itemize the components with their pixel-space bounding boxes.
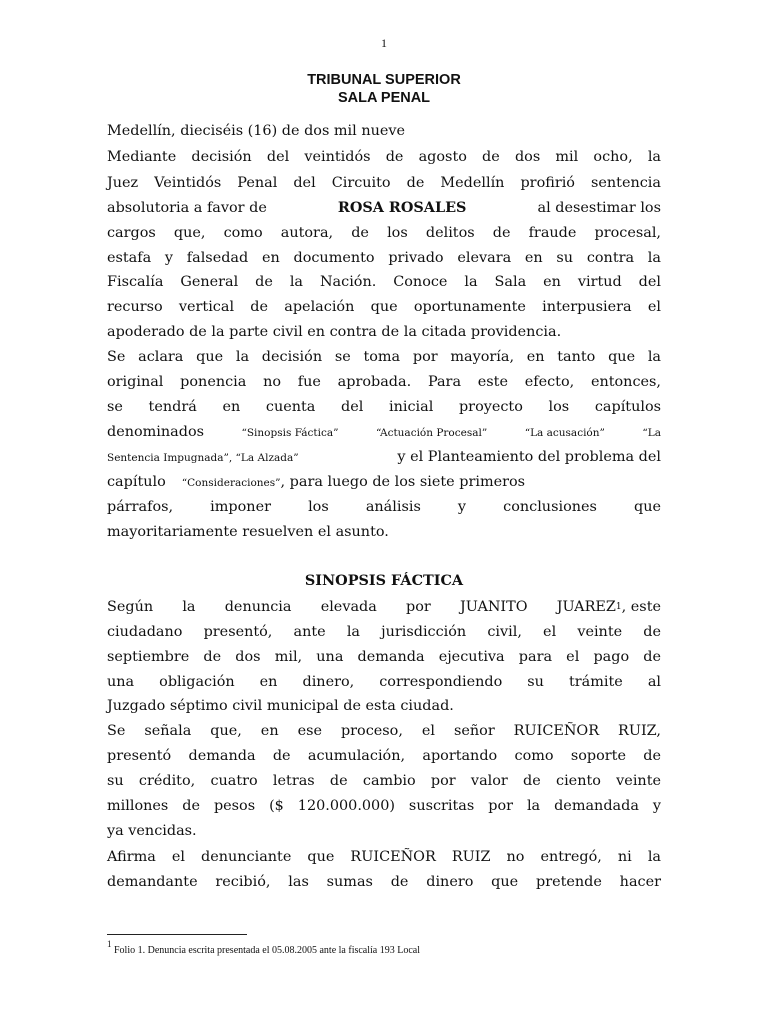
footnote-mark: 1: [107, 939, 112, 949]
paragraph-line: cargos que, como autora, de los delitos de fraude procesal,: [107, 225, 661, 241]
text-span: y el Planteamiento del problema del: [397, 449, 661, 465]
paragraph-line: Juzgado séptimo civil municipal de esta ciudad.: [107, 698, 454, 714]
paragraph-line: una obligación en dinero, correspondiendo su trámite al: [107, 674, 661, 690]
paragraph-line: [107, 423, 661, 442]
paragraph-line: Se aclara que la decisión se toma por mayoría, en tanto que la: [107, 349, 661, 365]
footnote-ref: 1: [615, 602, 622, 612]
page-number: 1: [381, 36, 387, 50]
footnote-text: Folio 1. Denuncia escrita presentada el 05.08.2005 ante la fiscalía 193 Local: [111, 945, 421, 956]
paragraph-line: párrafos, imponer los análisis y conclusiones que: [107, 499, 661, 515]
chamber-title: SALA PENAL: [337, 90, 431, 106]
chapter-name: “La acusación”: [524, 427, 605, 439]
paragraph-line: demandante recibió, las sumas de dinero que pretende hacer: [107, 874, 661, 890]
paragraph-line: se tendrá en cuenta del inicial proyecto los capítulos: [107, 399, 661, 415]
court-title: TRIBUNAL SUPERIOR: [307, 72, 461, 88]
footnote-divider: [107, 934, 247, 935]
text-span: denominados: [107, 424, 205, 440]
text-span: , para luego de los siete primeros: [280, 474, 526, 490]
paragraph-line: Afirma el denunciante que RUICEÑOR RUIZ no entregó, ni la: [107, 849, 661, 865]
date-line: Medellín, dieciséis (16) de dos mil nueve: [107, 123, 406, 139]
paragraph-line: estafa y falsedad en documento privado elevara en su contra la: [107, 250, 661, 266]
paragraph-line: [107, 448, 661, 467]
text-span: absolutoria a favor de: [107, 200, 267, 216]
paragraph-line: Mediante decisión del veintidós de agosto de dos mil ocho, la: [107, 149, 661, 165]
paragraph-line: [107, 598, 661, 616]
paragraph-line: [107, 473, 661, 492]
text-span: capítulo: [107, 474, 166, 490]
chapter-name: “La: [642, 427, 661, 439]
chapter-name: “Actuación Procesal”: [375, 427, 488, 439]
section-title: SINOPSIS FÁCTICA: [304, 572, 464, 589]
defendant-name: ROSA ROSALES: [337, 199, 467, 216]
paragraph-line: mayoritariamente resuelven el asunto.: [107, 524, 389, 540]
chapter-name: “Sinopsis Fáctica”: [241, 427, 339, 439]
paragraph-line: su crédito, cuatro letras de cambio por valor de ciento veinte: [107, 773, 661, 789]
paragraph-line: Fiscalía General de la Nación. Conoce la Sala en virtud del: [107, 274, 661, 290]
text-span: , este: [621, 599, 661, 615]
paragraph-line: septiembre de dos mil, una demanda ejecutiva para el pago de: [107, 649, 661, 665]
paragraph-line: millones de pesos ($ 120.000.000) suscritas por la demandada y: [107, 798, 661, 814]
chapter-name: Sentencia Impugnada”, “La Alzada”: [107, 452, 299, 464]
footnote: [107, 939, 420, 956]
text-span: Según la denuncia elevada por JUANITO JUAREZ: [107, 599, 616, 615]
paragraph-line: original ponencia no fue aprobada. Para este efecto, entonces,: [107, 374, 661, 390]
paragraph-line: Se señala que, en ese proceso, el señor RUICEÑOR RUIZ,: [107, 723, 661, 739]
chapter-name: “Consideraciones”: [181, 477, 281, 489]
paragraph-line: ciudadano presentó, ante la jurisdicción civil, el veinte de: [107, 624, 661, 640]
text-span: al desestimar los: [537, 200, 661, 216]
paragraph-line: apoderado de la parte civil en contra de la citada providencia.: [107, 324, 562, 340]
paragraph-line: ya vencidas.: [107, 823, 197, 839]
paragraph-line: [107, 199, 661, 217]
paragraph-line: presentó demanda de acumulación, aportando como soporte de: [107, 748, 661, 764]
paragraph-line: Juez Veintidós Penal del Circuito de Medellín profirió sentencia: [107, 175, 661, 191]
paragraph-line: recurso vertical de apelación que oportunamente interpusiera el: [107, 299, 661, 315]
